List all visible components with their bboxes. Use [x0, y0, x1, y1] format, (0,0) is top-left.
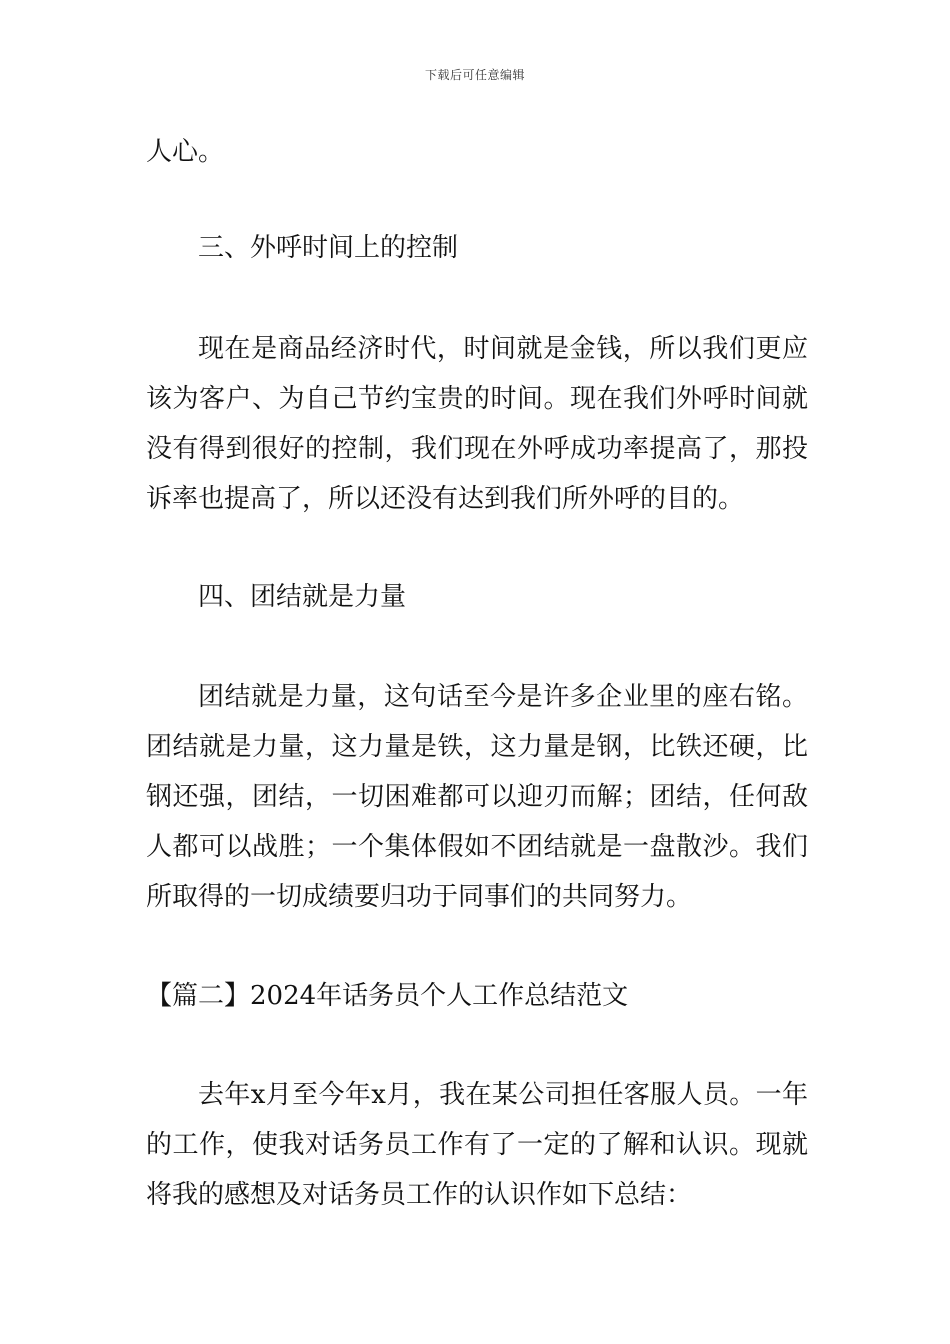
page-header-note: 下载后可任意编辑 — [424, 68, 525, 82]
paragraph-intro: 去年x月至今年x月，我在某公司担任客服人员。一年的工作，使我对话务员工作有了一定的了解和认识。现就将我的感想及对话务员工作的认识作如下总结： — [146, 1080, 808, 1210]
section-title-part-two: 【篇二】2024年话务员个人工作总结范文 — [146, 981, 629, 1011]
section-heading-3: 三、外呼时间上的控制 — [198, 233, 459, 263]
section-heading-4: 四、团结就是力量 — [198, 582, 407, 612]
paragraph-continuation: 人心。 — [146, 137, 225, 167]
paragraph-time-control: 现在是商品经济时代，时间就是金钱，所以我们更应该为客户、为自己节约宝贵的时间。现在我们外呼时间就没有得到很好的控制，我们现在外呼成功率提高了，那投诉率也提高了，所以还没有达到我们所外呼的目的。 — [146, 334, 808, 514]
paragraph-unity: 团结就是力量，这句话至今是许多企业里的座右铭。团结就是力量，这力量是铁，这力量是钢，比铁还硬，比钢还强，团结，一切困难都可以迎刃而解；团结，任何敌人都可以战胜；一个集体假如不团结就是一盘散沙。我们所取得的一切成绩要归功于同事们的共同努力。 — [146, 682, 808, 912]
